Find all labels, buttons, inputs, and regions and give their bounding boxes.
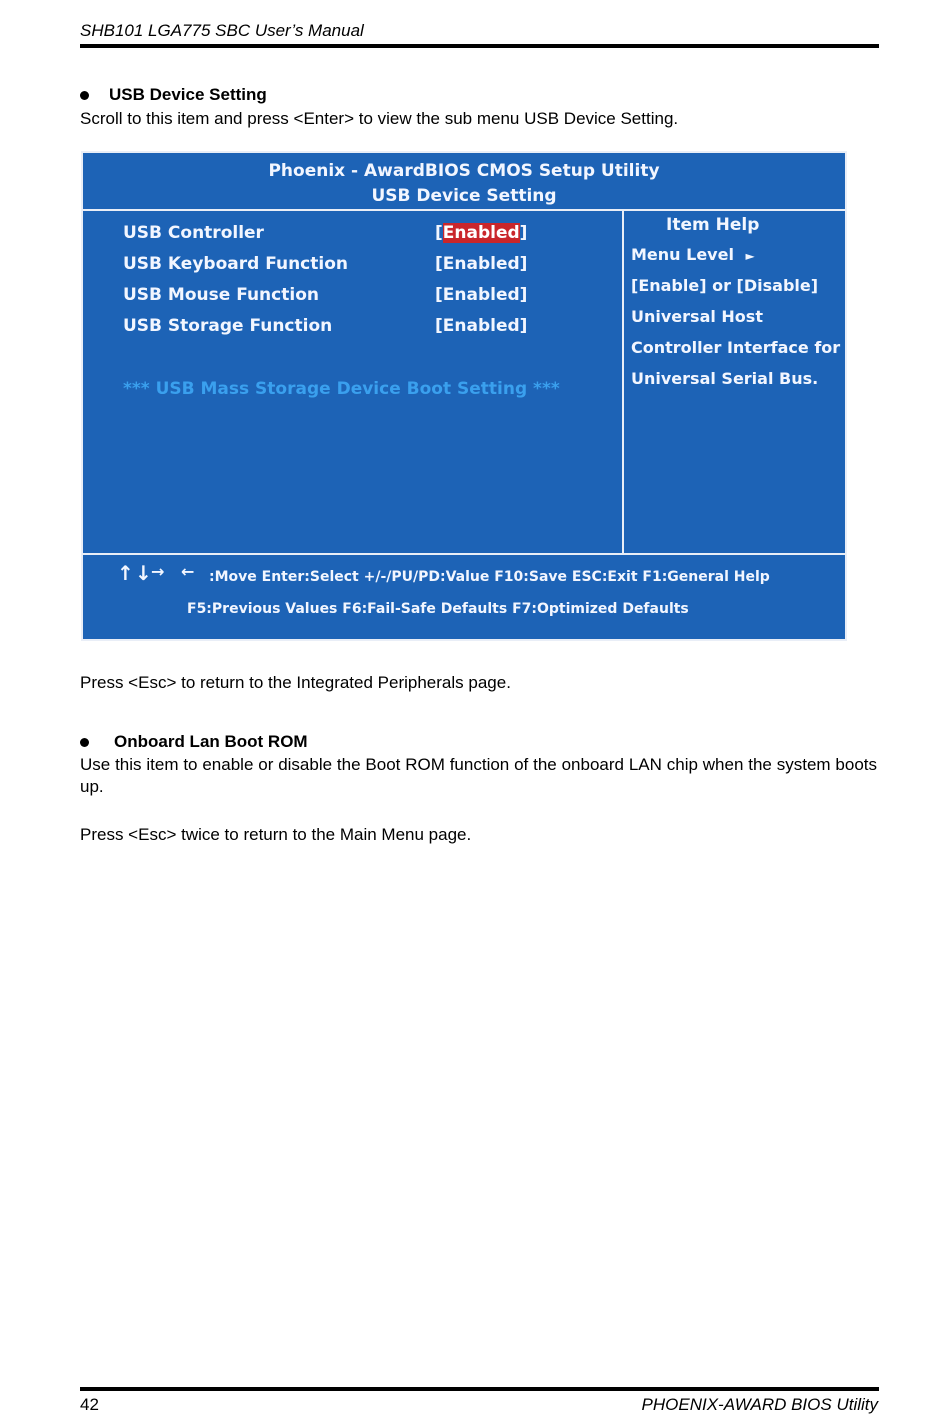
bios-item-usb-mouse[interactable]: USB Mouse Function — [123, 285, 319, 305]
bios-item-help-panel — [622, 209, 847, 555]
key-legend-line-1: :Move Enter:Select +/-/PU/PD:Value F10:Save ESC:Exit F1:General Help — [209, 569, 770, 585]
header-divider — [80, 44, 879, 48]
bios-screenshot — [81, 151, 847, 641]
key-legend-line-2: F5:Previous Values F6:Fail-Safe Defaults F7:Optimized Defaults — [187, 601, 689, 617]
onboard-lan-heading — [80, 732, 308, 752]
usb-device-setting-description: Scroll to this item and press <Enter> to view the sub menu USB Device Setting. — [80, 109, 679, 128]
onboard-lan-description: Use this item to enable or disable the Boot ROM function of the onboard LAN chip when the system boots up. — [80, 755, 877, 796]
selected-value-highlight[interactable]: Enabled — [442, 223, 520, 243]
bios-value-usb-storage[interactable]: [Enabled] — [435, 316, 528, 336]
bullet-icon — [80, 91, 89, 100]
bios-title-bar — [81, 151, 847, 211]
bios-value-usb-controller[interactable]: [Enabled] — [435, 223, 528, 243]
arrow-left-icon: ← — [181, 562, 195, 581]
usb-device-setting-heading — [80, 85, 267, 105]
bios-key-legend — [81, 553, 847, 641]
manual-title: SHB101 LGA775 SBC User’s Manual — [80, 21, 364, 40]
help-line: Controller Interface for — [631, 338, 841, 357]
heading-text: Onboard Lan Boot ROM — [114, 732, 308, 751]
esc-return-note: Press <Esc> to return to the Integrated Peripherals page. — [80, 673, 511, 692]
bios-value-usb-mouse[interactable]: [Enabled] — [435, 285, 528, 305]
help-line: Universal Serial Bus. — [631, 369, 819, 388]
bios-item-usb-keyboard[interactable]: USB Keyboard Function — [123, 254, 348, 274]
bios-subtitle: USB Device Setting — [371, 186, 557, 206]
bios-settings-panel — [81, 209, 624, 555]
footer-divider — [80, 1387, 879, 1391]
page-number: 42 — [80, 1395, 99, 1414]
arrow-right-icon: → — [151, 562, 165, 581]
help-line: Universal Host — [631, 307, 763, 326]
esc-twice-note: Press <Esc> twice to return to the Main Menu page. — [80, 825, 472, 844]
help-line: [Enable] or [Disable] — [631, 276, 819, 295]
chapter-title: PHOENIX-AWARD BIOS Utility — [641, 1395, 878, 1414]
item-help-title: Item Help — [666, 215, 760, 235]
bios-value-usb-keyboard[interactable]: [Enabled] — [435, 254, 528, 274]
triangle-right-icon: ► — [745, 249, 755, 263]
heading-text: USB Device Setting — [109, 85, 267, 104]
arrow-up-icon: ↑ — [117, 561, 134, 585]
bios-title: Phoenix - AwardBIOS CMOS Setup Utility — [268, 161, 660, 181]
bios-item-usb-controller[interactable]: USB Controller — [123, 223, 264, 243]
arrow-down-icon: ↓ — [135, 561, 152, 585]
mass-storage-section-label: *** USB Mass Storage Device Boot Setting *** — [123, 379, 560, 399]
bios-item-usb-storage[interactable]: USB Storage Function — [123, 316, 333, 336]
menu-level-line: Menu Level ► — [631, 245, 755, 264]
bullet-icon — [80, 738, 89, 747]
